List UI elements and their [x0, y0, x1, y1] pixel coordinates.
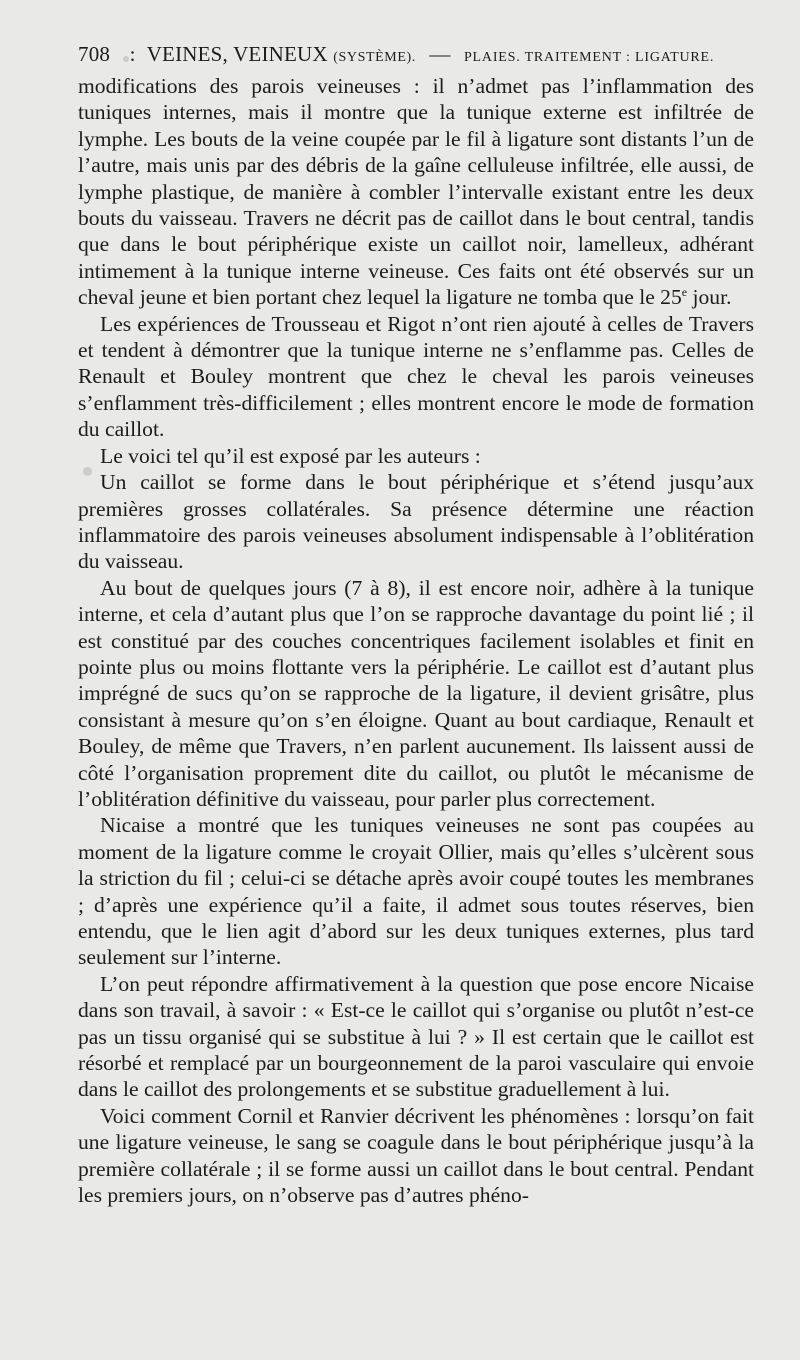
paragraph-7: L’on peut répondre affirmativement à la question que pose encore Nicaise dans son travail, à savoir : « Est-ce le caillot qui s’organise ou plutôt n’est-ce pas un tissu organisé qui se substitue à lui ? » Il est certain que le caillot est résorbé et remplacé par un bourgeonnement de la paroi vasculaire qui envoie dans le caillot des prolongements et se substitue graduellement à lui.: [78, 971, 754, 1102]
paragraph-1-text: modifications des parois veineuses : il n’admet pas l’inflammation des tuniques internes, mais il montre que la tunique externe est infiltrée de lymphe. Les bouts de la veine coupée par le fil à ligature sont distants l’un de l’autre, mais unis par des débris de la gaîne celluleuse infiltrée, elle aussi, de lymphe plastique, de manière à combler l’intervalle existant entre les deux bouts du vaisseau. Travers ne décrit pas de caillot dans le bout central, tandis que dans le bout périphérique existe un caillot noir, lamelleux, adhérant intimement à la tunique interne veineuse. Ces faits ont été observés sur un cheval jeune et bien portant chez lequel la ligature ne tomba que le 25: [78, 74, 754, 310]
running-title: VEINES, VEINEUX: [146, 42, 328, 66]
paragraph-4: Un caillot se forme dans le bout périphérique et s’étend jusqu’aux premières grosses collatérales. Sa présence détermine une réaction inflammatoire des parois veineuses absolument indispensable à l’oblitération du vaisseau.: [78, 470, 754, 574]
header-separator: :: [129, 42, 136, 66]
paragraph-6: Nicaise a montré que les tuniques veineuses ne sont pas coupées au moment de la ligature comme le croyait Ollier, mais qu’elles s’ulcèrent sous la striction du fil ; celui-ci se détache après avoir coupé toutes les membranes ; d’après une expérience qu’il a faite, il admet sous toutes réserves, bien entendu, que le lien agit d’abord sur les deux tuniques externes, plus tard seulement sur l’interne.: [78, 813, 754, 970]
body-text: [78, 73, 754, 1208]
running-header: [78, 40, 768, 68]
paragraph-1-end: jour.: [687, 285, 732, 310]
running-title-paren: (SYSTÈME).: [333, 50, 416, 65]
paragraph-8: Voici comment Cornil et Ranvier décrivent les phénomènes : lorsqu’on fait une ligature veineuse, le sang se coagule dans le bout périphérique jusqu’à la première collatérale ; il se forme aussi un caillot dans le bout central. Pendant les premiers jours, on n’observe pas d’autres phéno-: [78, 1103, 754, 1208]
paragraph-2: Les expériences de Trousseau et Rigot n’ont rien ajouté à celles de Travers et tendent à démontrer que la tunique interne ne s’enflamme pas. Celles de Renault et Bouley montrent que chez le cheval les parois veineuses s’enflamment très-difficilement ; elles montrent encore le mode de formation du caillot.: [78, 311, 754, 442]
superscript-e: e: [681, 285, 688, 300]
paragraph-3: Le voici tel qu’il est exposé par les auteurs :: [100, 443, 481, 468]
paragraph-5: Au bout de quelques jours (7 à 8), il est encore noir, adhère à la tunique interne, et cela d’autant plus que l’on se rapproche davantage du point lié ; il est constitué par des couches concentriques facilement isolables et finit en pointe plus ou moins flottante vers la périphérie. Le caillot est d’autant plus imprégné de sucs qu’on se rapproche de la ligature, il devient grisâtre, plus consistant à mesure qu’on s’en éloigne. Quant au bout cardiaque, Renault et Bouley, de même que Travers, n’en parlent aucunement. Ils laissent aussi de côté l’organisation proprement dite du caillot, ou plutôt le mécanisme de l’oblitération définitive du vaisseau, pour parler plus correctement.: [78, 575, 754, 811]
header-dash: —: [429, 42, 451, 66]
paragraph-1: [78, 73, 754, 311]
page-number: 708: [78, 42, 111, 66]
section-title: PLAIES. TRAITEMENT : LIGATURE.: [463, 50, 715, 65]
